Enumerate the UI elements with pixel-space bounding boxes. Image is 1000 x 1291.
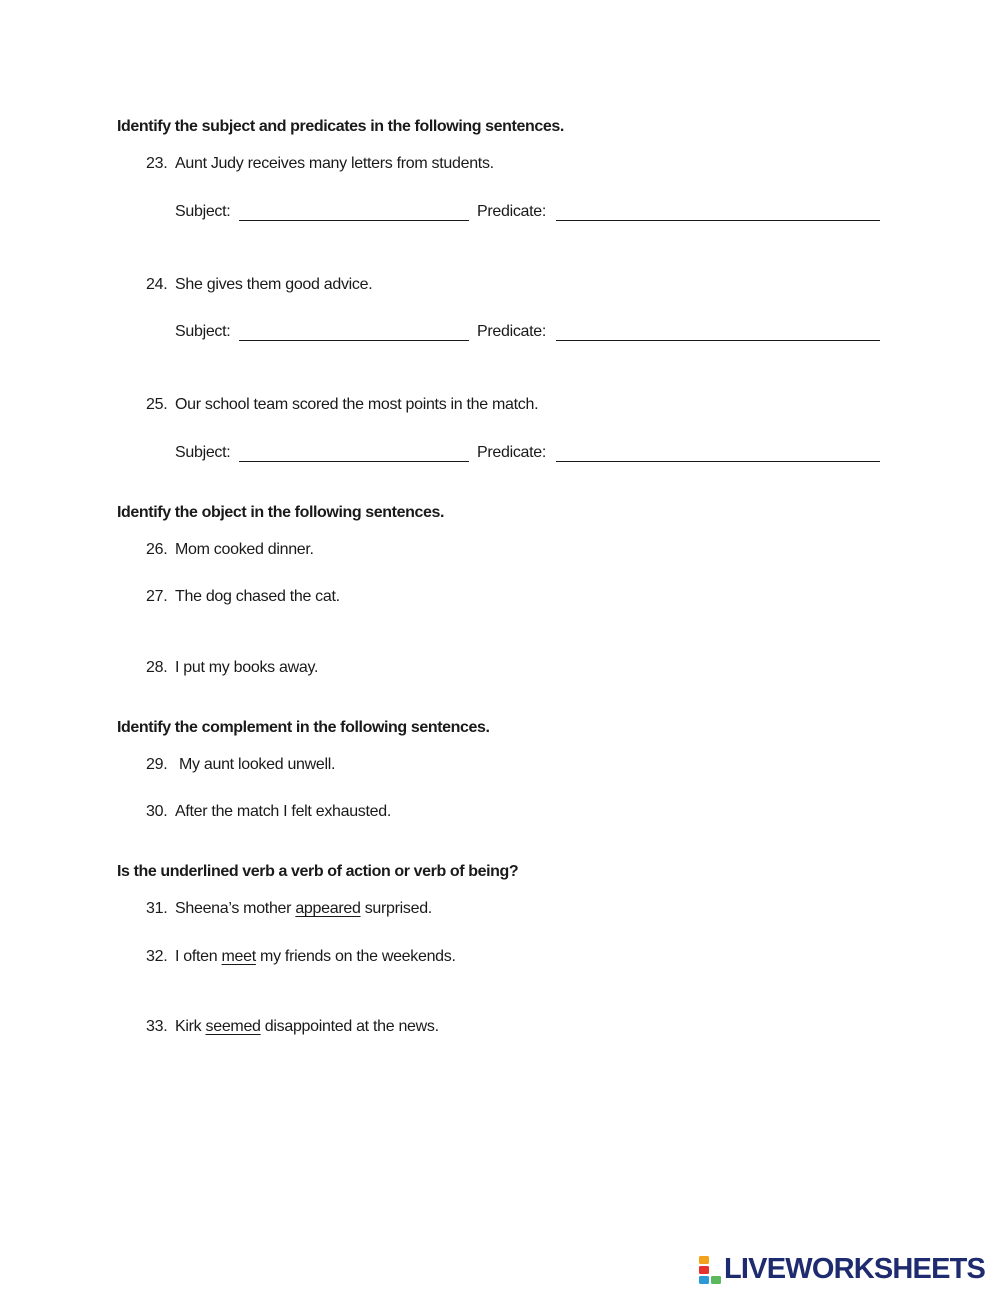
question-text: Mom cooked dinner. — [175, 541, 314, 558]
question-number: 23. — [146, 155, 168, 172]
subject-label: Subject: — [175, 323, 231, 340]
predicate-label: Predicate: — [477, 203, 547, 220]
question-number: 25. — [146, 396, 168, 413]
predicate-answer-blank[interactable] — [556, 461, 880, 462]
question-text: I put my books away. — [175, 659, 319, 676]
section-heading-object: Identify the object in the following sentences. — [117, 504, 445, 521]
section-heading-subject-predicate: Identify the subject and predicates in the following sentences. — [117, 118, 564, 135]
question-number: 26. — [146, 541, 168, 558]
question-text: My aunt looked unwell. — [179, 756, 336, 773]
question-number: 24. — [146, 276, 168, 293]
predicate-label: Predicate: — [477, 323, 547, 340]
question-text: She gives them good advice. — [175, 276, 373, 293]
underlined-verb: seemed — [205, 1018, 261, 1035]
underlined-verb: meet — [221, 948, 256, 965]
subject-answer-blank[interactable] — [239, 220, 469, 221]
subject-answer-blank[interactable] — [239, 340, 469, 341]
logo-block-e — [711, 1276, 721, 1284]
sentence-start: Sheena’s mother — [175, 900, 296, 917]
question-text — [175, 948, 456, 966]
question-number: 31. — [146, 900, 168, 917]
question-text: Our school team scored the most points in the match. — [175, 396, 539, 413]
question-text: After the match I felt exhausted. — [175, 803, 391, 820]
question-number: 32. — [146, 948, 168, 965]
liveworksheets-wordmark: LIVEWORKSHEETS — [724, 1253, 986, 1285]
sentence-start: Kirk — [175, 1018, 206, 1035]
liveworksheets-logo-icon — [698, 1255, 722, 1285]
logo-block-v — [699, 1276, 709, 1284]
question-text: Aunt Judy receives many letters from students. — [175, 155, 494, 172]
question-number: 29. — [146, 756, 168, 773]
sentence-end: my friends on the weekends. — [255, 948, 456, 965]
question-number: 30. — [146, 803, 168, 820]
question-number: 28. — [146, 659, 168, 676]
question-number: 27. — [146, 588, 168, 605]
underlined-verb: appeared — [295, 900, 361, 917]
predicate-answer-blank[interactable] — [556, 340, 880, 341]
question-text — [175, 900, 432, 918]
section-heading-verb-type: Is the underlined verb a verb of action or verb of being? — [117, 863, 519, 880]
logo-block-i — [699, 1266, 709, 1274]
sentence-end: surprised. — [360, 900, 432, 917]
predicate-answer-blank[interactable] — [556, 220, 880, 221]
section-heading-complement: Identify the complement in the following sentences. — [117, 719, 490, 736]
predicate-label: Predicate: — [477, 444, 547, 461]
subject-label: Subject: — [175, 444, 231, 461]
question-text: The dog chased the cat. — [175, 588, 340, 605]
sentence-start: I often — [175, 948, 222, 965]
logo-block-l — [699, 1256, 709, 1264]
question-number: 33. — [146, 1018, 168, 1035]
question-text — [175, 1018, 439, 1036]
subject-label: Subject: — [175, 203, 231, 220]
subject-answer-blank[interactable] — [239, 461, 469, 462]
sentence-end: disappointed at the news. — [260, 1018, 439, 1035]
